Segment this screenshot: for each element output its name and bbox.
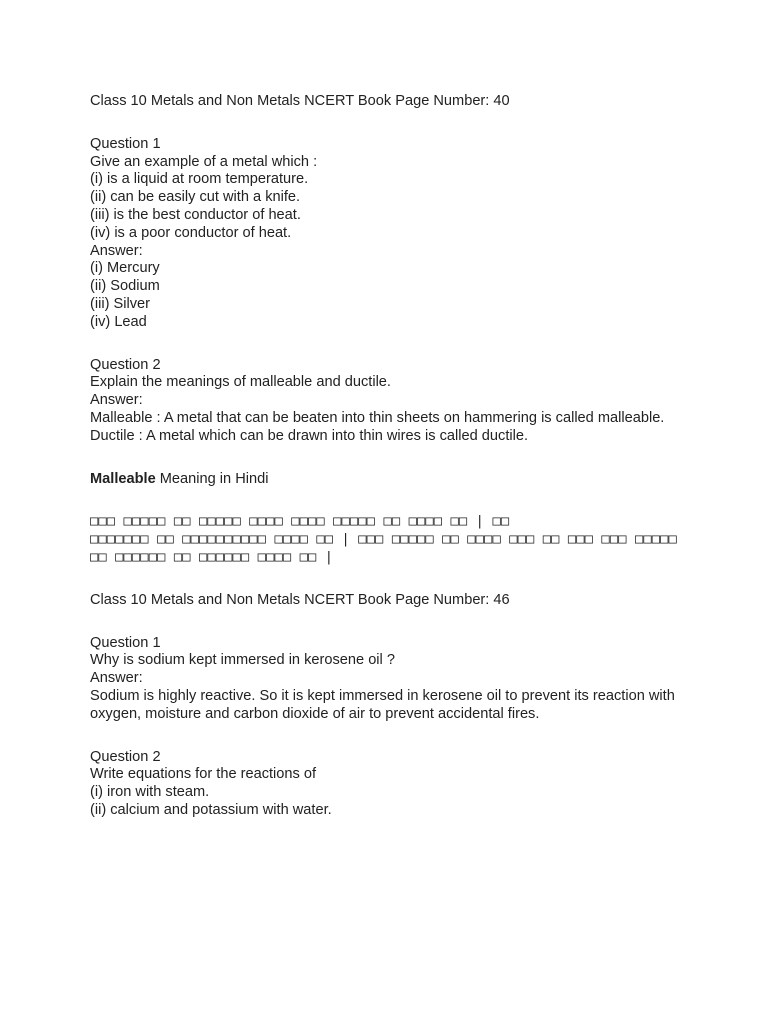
answer-text: Sodium is highly reactive. So it is kept immersed in kerosene oil to prevent its reaction with oxygen, moisture and carbon dioxide of air to prevent accidental fires. <box>90 687 675 722</box>
question-item: (ii) calcium and potassium with water. <box>90 801 332 818</box>
answer-item: (i) Mercury <box>90 260 160 277</box>
document-page <box>90 93 690 820</box>
question-block-4 <box>90 749 690 820</box>
spacer <box>90 111 690 136</box>
hindi-heading-bold: Malleable <box>90 470 156 487</box>
question-prompt: Why is sodium kept immersed in kerosene oil ? <box>90 652 395 669</box>
hindi-text-line: □□□□□□□ □□ □□□□□□□□□□ □□□□ □□ | □□□ □□□□□ □□ □□□□ □□□ □□ □□□ □□□ □□□□□ □□ □□□□□□ □□ □□□□□□ □□□□ □□ | <box>90 531 677 565</box>
spacer <box>90 567 690 592</box>
spacer <box>90 610 690 635</box>
question-item: (ii) can be easily cut with a knife. <box>90 189 301 206</box>
question-title: Question 2 <box>90 356 161 373</box>
spacer <box>90 488 690 513</box>
malleable-definition: Malleable : A metal that can be beaten into thin sheets on hammering is called malleable. <box>90 409 665 426</box>
question-prompt: Give an example of a metal which : <box>90 153 318 170</box>
question-prompt: Explain the meanings of malleable and ductile. <box>90 374 391 391</box>
section-heading-page-46 <box>90 592 690 610</box>
heading-text: Class 10 Metals and Non Metals NCERT Book Page Number: 40 <box>90 93 510 109</box>
question-title: Question 1 <box>90 135 161 152</box>
question-item: (iii) is the best conductor of heat. <box>90 206 301 223</box>
spacer <box>90 724 690 749</box>
hindi-heading <box>90 471 690 489</box>
answer-item: (iv) Lead <box>90 313 147 330</box>
answer-item: (ii) Sodium <box>90 278 160 295</box>
question-item: (i) iron with steam. <box>90 784 210 801</box>
question-prompt: Write equations for the reactions of <box>90 766 317 783</box>
question-item: (iv) is a poor conductor of heat. <box>90 224 292 241</box>
section-heading-page-40 <box>90 93 690 111</box>
answer-label: Answer: <box>90 392 143 409</box>
hindi-paragraph <box>90 513 690 566</box>
question-block-2 <box>90 357 690 446</box>
answer-label: Answer: <box>90 242 143 259</box>
spacer <box>90 446 690 471</box>
question-title: Question 2 <box>90 748 161 765</box>
hindi-heading-rest: Meaning in Hindi <box>155 470 269 487</box>
question-item: (i) is a liquid at room temperature. <box>90 171 309 188</box>
spacer <box>90 332 690 357</box>
answer-label: Answer: <box>90 670 143 687</box>
heading-text: Class 10 Metals and Non Metals NCERT Book Page Number: 46 <box>90 591 510 608</box>
question-block-1 <box>90 136 690 332</box>
ductile-definition: Ductile : A metal which can be drawn into thin wires is called ductile. <box>90 427 529 444</box>
question-block-3 <box>90 635 690 724</box>
question-title: Question 1 <box>90 634 161 651</box>
hindi-text-line: □□□ □□□□□ □□ □□□□□ □□□□ □□□□ □□□□□ □□ □□□□ □□ | □□ <box>90 513 510 530</box>
answer-item: (iii) Silver <box>90 295 150 312</box>
